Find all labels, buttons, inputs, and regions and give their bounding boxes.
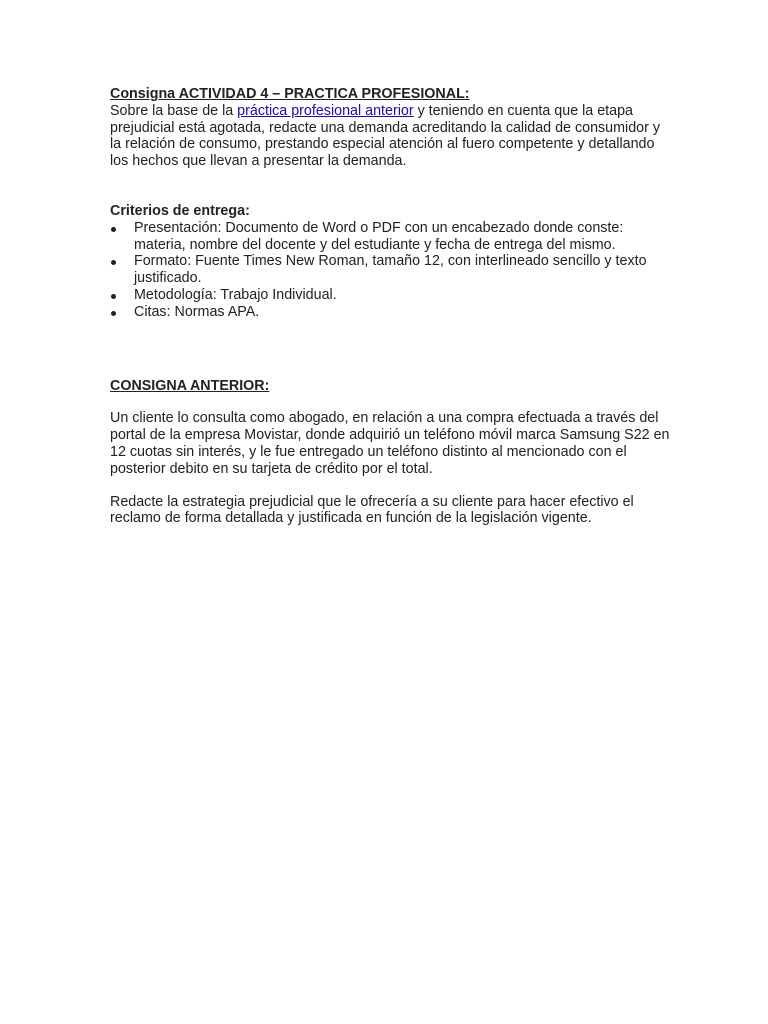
previous-paragraph-1: Un cliente lo consulta como abogado, en relación a una compra efectuada a través del portal de la empresa Movistar, donde adquirió un teléfono móvil marca Samsung S22 en 12 cuotas sin interés, y le fue entregado un teléfono distinto al mencionado con el posterior debito en su tarjeta de crédito por el total. [110,410,670,477]
criteria-item [110,287,670,304]
criteria-item-text: Presentación: Documento de Word o PDF con un encabezado donde conste: materia, nombre del docente y del estudiante y fecha de entrega del mismo. [134,219,624,253]
criteria-title: Criterios de entrega: [110,202,250,219]
criteria-item [110,253,670,287]
spacer [110,321,670,378]
activity-intro-before: Sobre la base de la [110,102,238,119]
criteria-item-text: Citas: Normas APA. [134,303,260,320]
criteria-item-text: Metodología: Trabajo Individual. [134,286,337,303]
bullet-icon [111,260,116,265]
bullet-icon [111,311,116,316]
activity-title: Consigna ACTIVIDAD 4 – PRACTICA PROFESIONAL: [110,86,470,102]
spacer [110,394,670,410]
document-content [110,86,670,527]
previous-title: CONSIGNA ANTERIOR: [110,377,270,394]
bullet-icon [111,294,116,299]
criteria-item-text: Formato: Fuente Times New Roman, tamaño 12, con interlineado sencillo y texto justificado. [134,253,647,287]
spacer [110,478,670,494]
bullet-icon [111,227,116,232]
spacer [110,170,670,203]
criteria-item [110,220,670,254]
activity-intro-after: y teniendo en cuenta que la etapa prejudicial está agotada, redacte una demanda acreditando la calidad de consumidor y la relación de consumo, prestando especial atención al fuero competente y detallando los hechos que llevan a presentar la demanda. [110,102,660,170]
criteria-list [110,220,670,321]
previous-practice-link[interactable]: práctica profesional anterior [237,102,414,119]
activity-intro [110,103,670,170]
previous-paragraph-2: Redacte la estrategia prejudicial que le ofrecería a su cliente para hacer efectivo el reclamo de forma detallada y justificada en función de la legislación vigente. [110,493,634,527]
criteria-item [110,304,670,321]
